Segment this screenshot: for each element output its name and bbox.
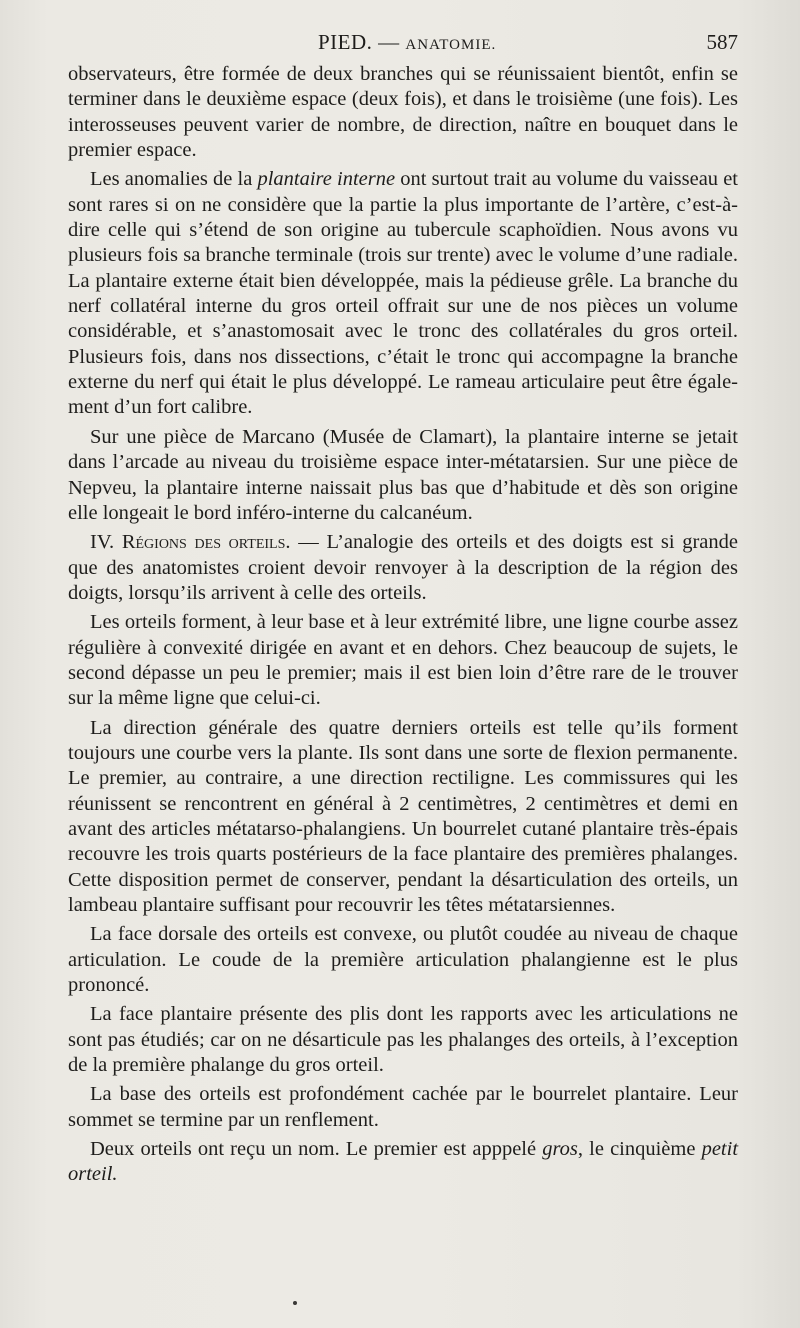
- running-title-part1: PIED.: [318, 30, 373, 54]
- paragraph-text: La base des orteils est profondément cachée par le bourrelet plantaire. Leur sommet se termine par un renflement.: [68, 1083, 738, 1131]
- print-speck: [293, 1301, 297, 1305]
- italic-term-plantaire-interne: plantaire interne: [257, 168, 396, 191]
- paragraph-10: [68, 1137, 738, 1188]
- paragraph-4: [68, 530, 738, 606]
- paragraph-8: [68, 1002, 738, 1078]
- paragraph-2: [68, 167, 738, 420]
- paragraph-3: [68, 425, 738, 526]
- paragraph-text: Sur une pièce de Marcano (Musée de Clamart), la plantaire interne se jetait dans l’arcade au niveau du troisième espace inter-métatarsien. Sur une pièce de Nepveu, la plantaire interne naissait plus bas que d’habitude et dès son origine elle longeait le bord inféro-interne du calcanéum.: [68, 425, 738, 524]
- paragraph-text: La direction générale des quatre derniers orteils est telle qu’ils forment toujours une courbe vers la plante. Ils sont dans une sorte de flexion permanente. Le premier, au contraire, a une direction rectiligne. Les commissures qui les réunissent se rencontrent en général à 2 centimètres, 2 centimètres et demi en avant des articles métatarso-phalangiens. Un bourrelet cutané plantaire très-épais recouvre les trois quarts postérieurs de la face plantaire des premières phalanges. Cette disposition permet de conserver, pendant la désarticulation des orteils, un lambeau plantaire suffisant pour recouvrir les têtes métatarsiennes.: [68, 716, 738, 916]
- paragraph-5: [68, 610, 738, 711]
- page-body: [68, 62, 738, 1188]
- paragraph-6: [68, 716, 738, 919]
- paragraph-text: ont surtout trait au volume du vaisseau et sont rares si on ne considère que la partie la plus importante de l’artère, c’est-à-dire celle qui s’étend de son origine au tubercule scaphoïdien. Nous avons vu plusieurs fois sa branche terminale (trois sur trente) avec le volume d’une radiale. La plantaire externe était bien développée, mais la pédieuse grêle. La branche du nerf collatéral interne du gros orteil offrait sur une de nos pièces un volume considérable, et s’anastomosait avec le tronc des collatérales du gros orteil. Plusieurs fois, dans nos dissections, c’était le tronc qui accompagne la branche externe du nerf qui était le plus développé. Le rameau articulaire peut être également d’un fort calibre.: [68, 168, 738, 419]
- section-number: IV.: [90, 531, 122, 554]
- page-number: 587: [706, 30, 738, 54]
- running-title: [318, 30, 496, 55]
- italic-term-gros: gros: [542, 1138, 578, 1161]
- paragraph-text: observateurs, être formée de deux branches qui se réunissaient bientôt, enfin se terminer dans le deuxième espace (deux fois), et dans le troisième (une fois). Les interosseuses peuvent varier de nombre, de direction, naître en bouquet dans le premier espace.: [68, 63, 738, 162]
- paragraph-1: [68, 62, 738, 163]
- paragraph-text: Deux orteils ont reçu un nom. Le premier est apppelé: [90, 1138, 543, 1161]
- running-title-dash: —: [378, 30, 400, 54]
- paragraph-text: , le cinquième: [577, 1138, 702, 1161]
- running-title-part2: ANATOMIE.: [405, 37, 497, 53]
- paragraph-text: La face plantaire présente des plis dont les rapports avec les articulations ne sont pas étudiés; car on ne désarticule pas les phalanges des orteils, à l’exception de la première phalange du gros orteil.: [68, 1003, 738, 1077]
- section-heading: Régions des orteils.: [121, 531, 291, 554]
- paragraph-text: Les anomalies de la: [90, 168, 258, 191]
- italic-term-petit-orteil: petit orteil.: [68, 1138, 739, 1186]
- running-header: [68, 30, 738, 60]
- paragraph-text: — L’analogie des orteils et des doigts est si grande que des anatomistes croient devoir renvoyer à la description de la région des doigts, lorsqu’ils arrivent à celle des orteils.: [68, 531, 738, 604]
- paragraph-7: [68, 922, 738, 998]
- paragraph-9: [68, 1082, 738, 1133]
- paragraph-text: La face dorsale des orteils est convexe, ou plutôt coudée au niveau de chaque articulation. Le coude de la première articulation phalangienne est le plus prononcé.: [68, 923, 738, 997]
- paragraph-text: Les orteils forment, à leur base et à leur extrémité libre, une ligne courbe assez régulière à convexité dirigée en avant et en dehors. Chez beaucoup de sujets, le second dépasse un peu le premier; mais il est bien loin d’être rare de le trouver sur la même ligne que celui-ci.: [68, 611, 738, 710]
